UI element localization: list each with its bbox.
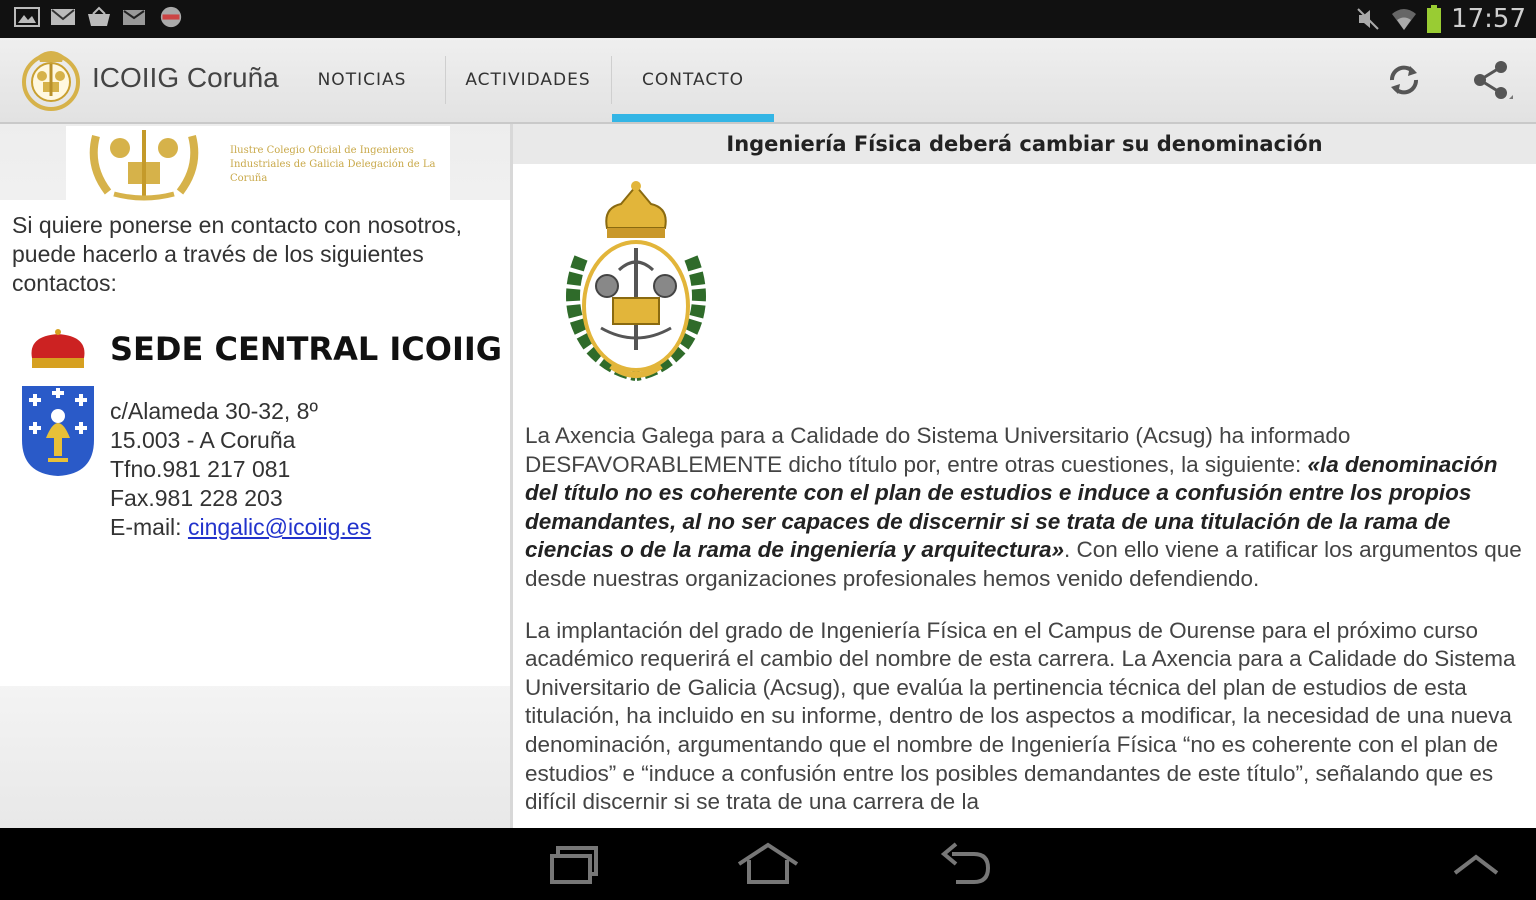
recent-apps-button[interactable]	[534, 838, 614, 890]
navigation-bar	[0, 828, 1536, 900]
article-title: Ingeniería Física deberá cambiar su denominación	[513, 124, 1536, 164]
app-logo-icon[interactable]	[18, 46, 84, 112]
mute-icon	[1355, 6, 1381, 32]
contact-panel	[0, 124, 510, 828]
email-link[interactable]: cingalic@icoiig.es	[187, 514, 372, 540]
battery-icon	[1427, 5, 1441, 33]
refresh-button[interactable]	[1376, 52, 1432, 108]
banner-text: Ilustre Colegio Oficial de Ingenieros Industriales de Galicia Delegación de La Coruña	[230, 145, 436, 184]
college-crest-icon	[551, 178, 721, 388]
gmail-icon	[50, 6, 76, 28]
notification-icons	[14, 6, 184, 28]
tab-contacto[interactable]: CONTACTO	[642, 70, 744, 90]
contact-details	[110, 397, 371, 542]
refresh-icon	[1384, 60, 1424, 100]
menu-button[interactable]	[1436, 838, 1516, 890]
status-bar	[0, 0, 1536, 38]
home-icon	[735, 842, 801, 886]
article-panel	[513, 124, 1536, 828]
paragraph-text: . Con ello viene a ratificar los argumentos que desde nuestras organizaciones profesionales hemos venido defendiendo.	[525, 537, 1522, 591]
email-line	[110, 513, 371, 542]
contact-intro-text: Si quiere ponerse en contacto con nosotros, puede hacerlo a través de los siguientes contactos:	[12, 212, 463, 296]
article-quote: «la denominación del título no es coherente con el plan de estudios e induce a confusión entre los propios demandantes, al no ser capaces de discernir si se trata de una titulación de la rama de ciencias o de la rama de ingeniería y arquitectura»	[525, 451, 1498, 563]
mail-icon	[122, 6, 148, 28]
paragraph-text: La Axencia Galega para a Calidade do Sistema Universitario (Acsug) ha informado DESFAVORABLEMENTE dicho título por, entre otras cuestiones, la siguiente:	[525, 423, 1351, 477]
fax-line: Fax.981 228 203	[110, 485, 283, 511]
college-emblem-icon	[84, 126, 204, 202]
wifi-icon	[1391, 6, 1417, 32]
back-button[interactable]	[924, 838, 1004, 890]
college-banner	[66, 126, 450, 202]
action-bar	[0, 38, 1536, 124]
back-icon	[934, 842, 994, 886]
postal-line: 15.003 - A Coruña	[110, 427, 296, 453]
menu-up-icon	[1451, 849, 1501, 879]
sede-title: SEDE CENTRAL ICOIIG	[110, 330, 503, 368]
article-body	[525, 422, 1525, 828]
phone-line: Tfno.981 217 081	[110, 456, 291, 482]
article-paragraph-2: La implantación del grado de Ingeniería Física en el Campus de Ourense para el próximo curso académico requerirá el cambio del nombre de esta carrera. La Axencia para a Calidade do Sistema Universitario de Galicia (Acsug), que evalúa la pertinencia técnica del plan de estudios de esta titulación, ha incluido en su informe, dentro de los aspectos a modificar, la necesidad de una nueva denominación, argumentando que el nombre de Ingeniería Física “no es coherente con el plan de estudios” e “induce a confusión entre los posibles demandantes de este título”, señalando que es difícil discernir si se trata de una carrera de la	[525, 617, 1516, 815]
recent-apps-icon	[544, 844, 604, 884]
basket-icon	[86, 6, 112, 28]
app-icon	[158, 6, 184, 28]
article-paragraph-1	[525, 422, 1525, 594]
galicia-coat-of-arms-icon	[18, 328, 98, 480]
address-line: c/Alameda 30-32, 8º	[110, 398, 318, 424]
selected-tab-indicator	[612, 114, 774, 122]
app-title: ICOIIG Coruña	[92, 62, 279, 93]
share-icon	[1471, 59, 1513, 101]
home-button[interactable]	[728, 838, 808, 890]
tab-actividades[interactable]: ACTIVIDADES	[465, 70, 591, 90]
share-button[interactable]	[1464, 52, 1520, 108]
gallery-icon	[14, 6, 40, 28]
tab-noticias[interactable]: NOTICIAS	[317, 70, 407, 90]
clock: 17:57	[1451, 4, 1526, 34]
email-label: E-mail:	[110, 514, 188, 540]
system-status	[1355, 4, 1526, 34]
